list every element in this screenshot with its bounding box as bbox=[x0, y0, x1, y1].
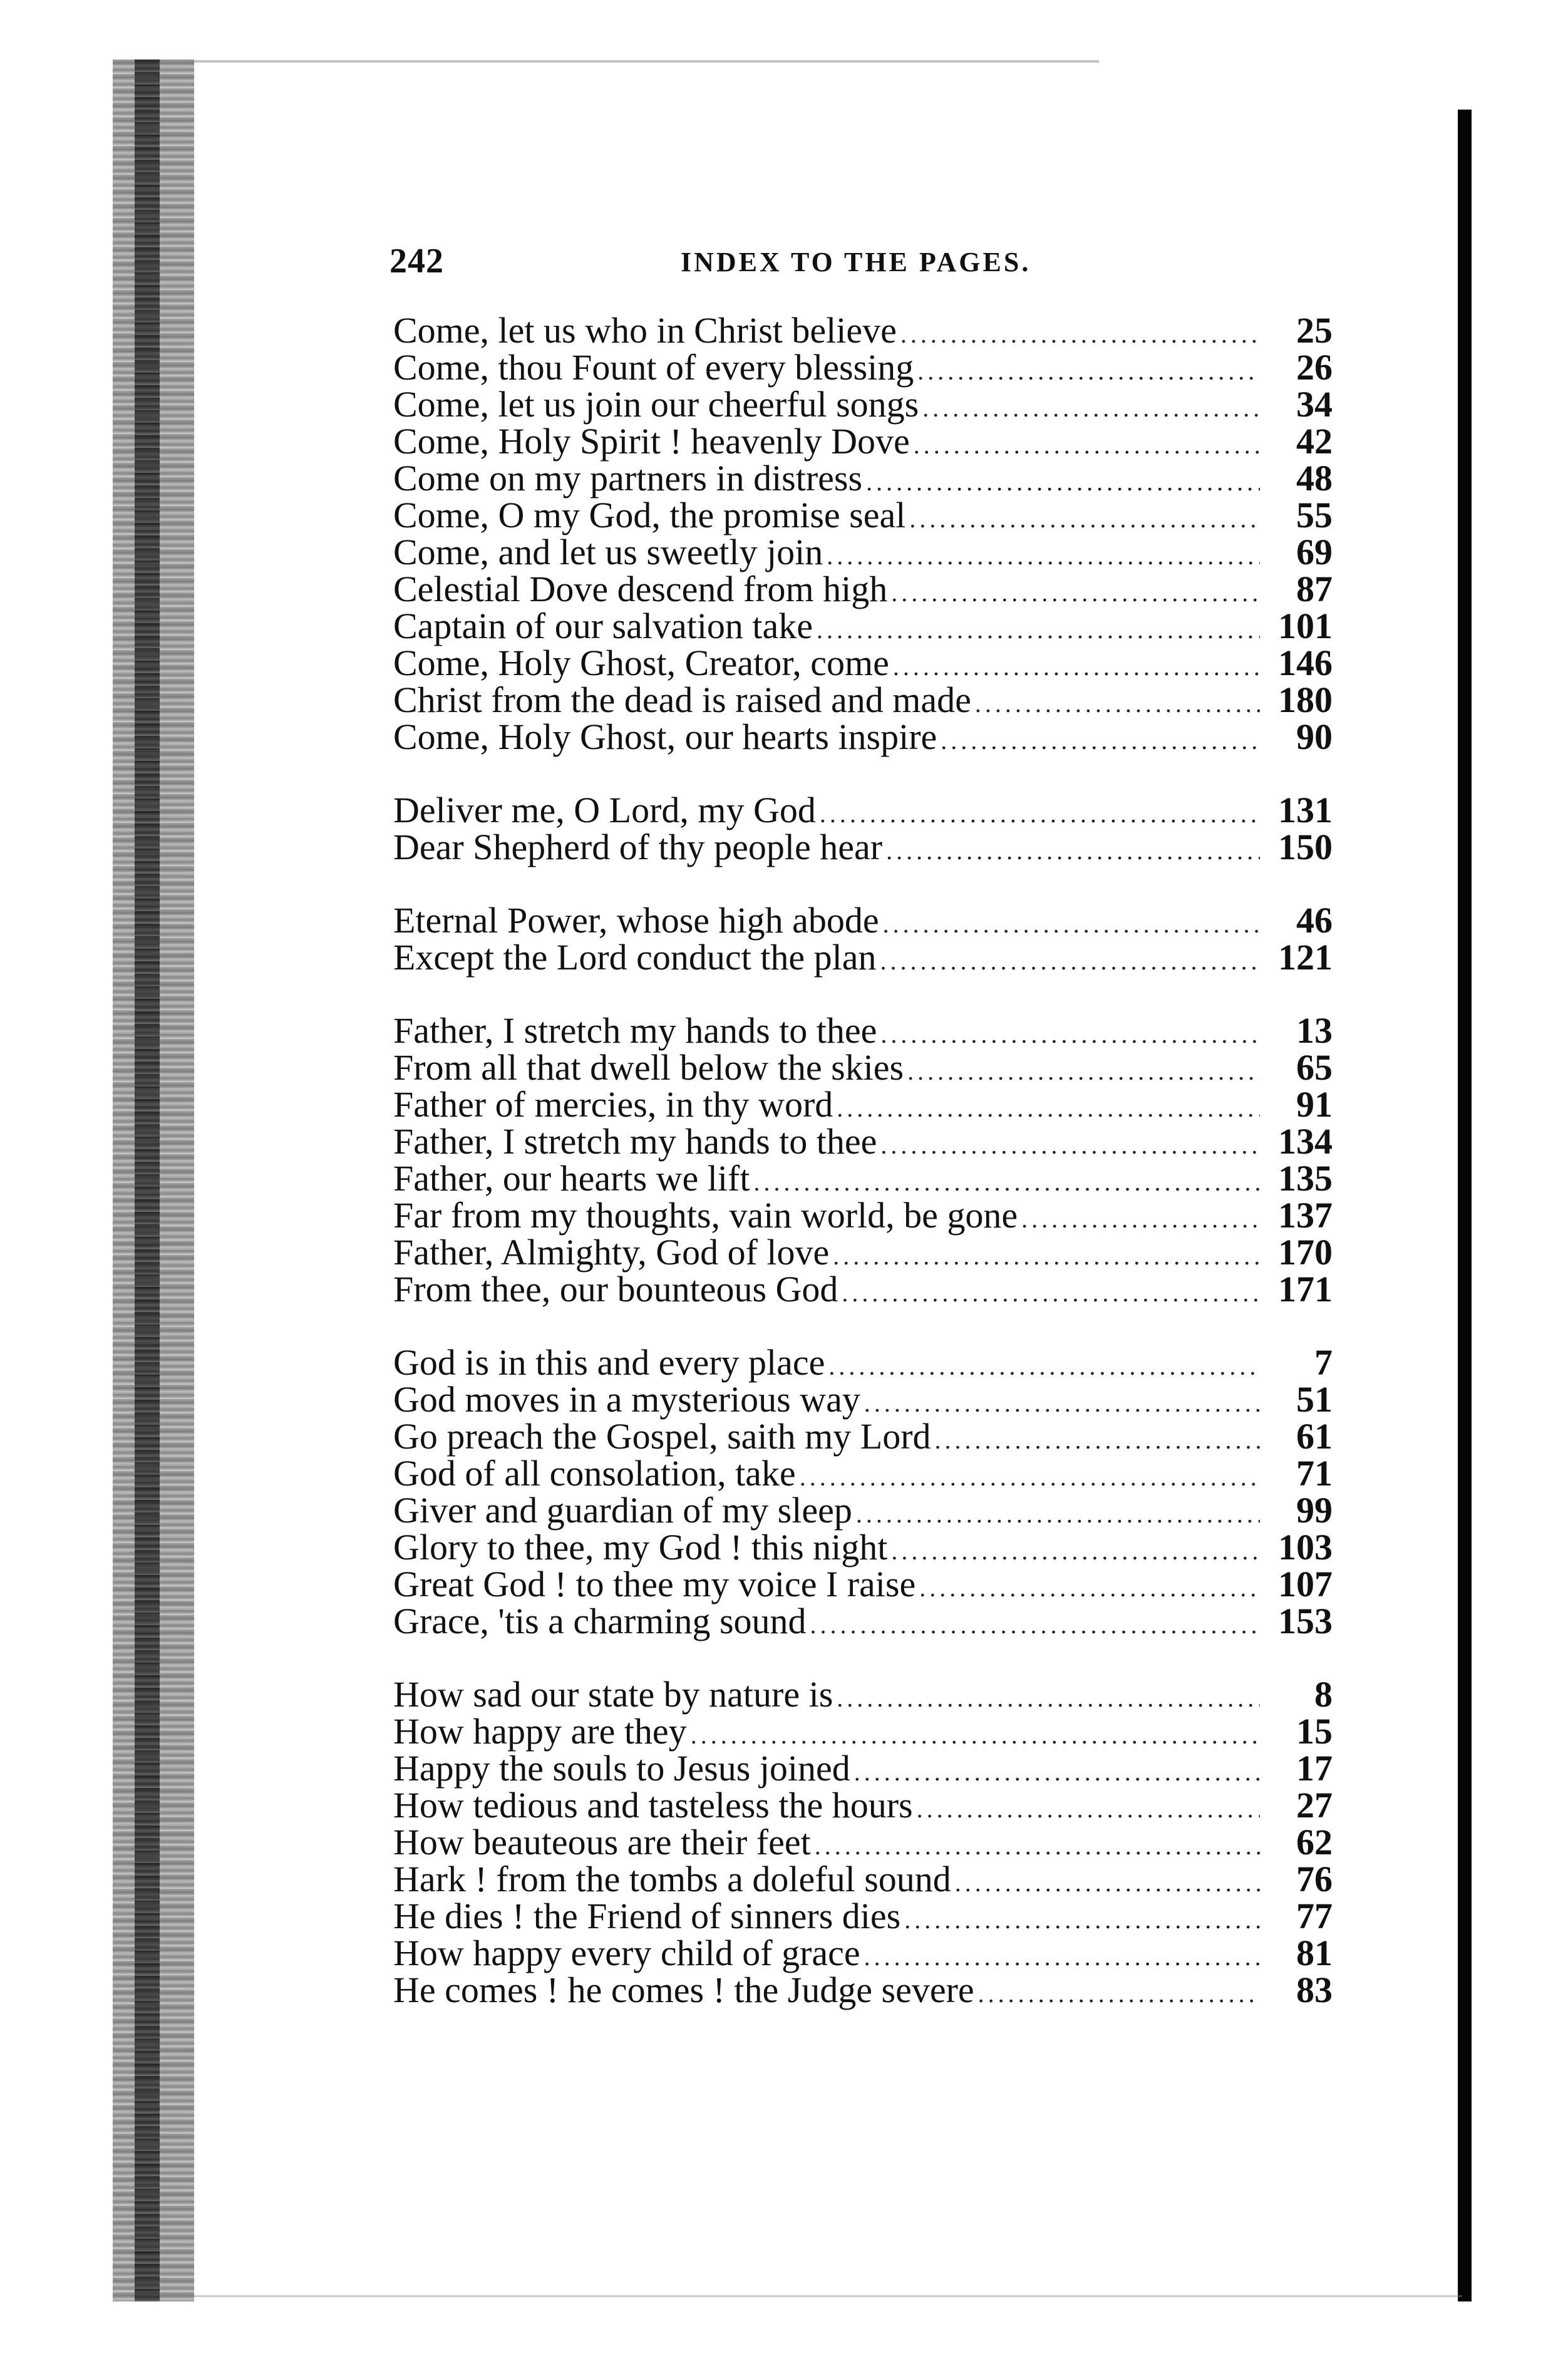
index-letter-group bbox=[393, 1344, 1333, 1640]
hymn-first-line: Giver and guardian of my sleep bbox=[393, 1490, 852, 1531]
page-top-edge bbox=[160, 60, 1099, 63]
page-reference: 103 bbox=[1278, 1527, 1333, 1568]
index-entry bbox=[393, 1676, 1333, 1713]
page-reference: 101 bbox=[1278, 606, 1333, 646]
hymn-first-line: Glory to thee, my God ! this night bbox=[393, 1527, 888, 1568]
page-reference: 17 bbox=[1296, 1748, 1333, 1789]
hymn-first-line: He comes ! he comes ! the Judge severe bbox=[393, 1970, 974, 2010]
index-entry bbox=[393, 1086, 1333, 1123]
dot-leader bbox=[919, 1569, 1260, 1606]
index-entry bbox=[393, 1049, 1333, 1086]
index-entry bbox=[393, 718, 1333, 755]
index-entry bbox=[393, 497, 1333, 534]
hymn-first-line: How sad our state by nature is bbox=[393, 1674, 833, 1715]
dot-leader bbox=[907, 1053, 1260, 1090]
index-entry bbox=[393, 1123, 1333, 1160]
running-header bbox=[389, 241, 1329, 285]
dot-leader bbox=[800, 1459, 1260, 1495]
page-reference: 134 bbox=[1278, 1121, 1333, 1162]
page-reference: 87 bbox=[1296, 569, 1333, 609]
hymn-index bbox=[393, 312, 1333, 2045]
dot-leader bbox=[837, 1680, 1260, 1717]
index-entry bbox=[393, 1713, 1333, 1750]
dot-leader bbox=[837, 1090, 1260, 1127]
dot-leader bbox=[810, 1606, 1260, 1643]
hymn-first-line: Come, Holy Ghost, Creator, come bbox=[393, 643, 889, 683]
dot-leader bbox=[1021, 1201, 1260, 1237]
index-entry bbox=[393, 1492, 1333, 1529]
dot-leader bbox=[904, 1901, 1260, 1938]
page-reference: 83 bbox=[1296, 1970, 1333, 2010]
index-entry bbox=[393, 1012, 1333, 1049]
hymn-first-line: Come, let us join our cheerful songs bbox=[393, 384, 919, 425]
hymn-first-line: Christ from the dead is raised and made bbox=[393, 679, 971, 720]
page-reference: 153 bbox=[1278, 1601, 1333, 1641]
index-entry bbox=[393, 607, 1333, 644]
dot-leader bbox=[856, 1495, 1260, 1532]
dot-leader bbox=[900, 316, 1260, 353]
index-entry bbox=[393, 1787, 1333, 1824]
hymn-first-line: Go preach the Gospel, saith my Lord bbox=[393, 1416, 931, 1457]
hymn-first-line: Come, Holy Ghost, our hearts inspire bbox=[393, 716, 937, 757]
dot-leader bbox=[833, 1237, 1260, 1274]
index-letter-group bbox=[393, 1012, 1333, 1308]
page-reference: 171 bbox=[1278, 1269, 1333, 1309]
dot-leader bbox=[880, 1016, 1260, 1053]
index-entry bbox=[393, 312, 1333, 349]
page-reference: 180 bbox=[1278, 679, 1333, 720]
page-reference: 81 bbox=[1296, 1933, 1333, 1973]
hymn-first-line: Father, I stretch my hands to thee bbox=[393, 1010, 877, 1051]
index-entry bbox=[393, 1197, 1333, 1234]
index-entry bbox=[393, 829, 1333, 865]
index-entry bbox=[393, 939, 1333, 976]
hymn-first-line: Father of mercies, in thy word bbox=[393, 1084, 833, 1125]
hymn-first-line: From thee, our bounteous God bbox=[393, 1269, 838, 1309]
dot-leader bbox=[827, 537, 1260, 574]
page-reference: 61 bbox=[1296, 1416, 1333, 1457]
index-entry bbox=[393, 902, 1333, 939]
index-entry bbox=[393, 1160, 1333, 1197]
book-binding-shadow bbox=[135, 59, 160, 2301]
dot-leader bbox=[891, 574, 1260, 611]
page-reference: 26 bbox=[1296, 347, 1333, 388]
index-letter-group bbox=[393, 792, 1333, 865]
index-entry bbox=[393, 1529, 1333, 1566]
page-reference: 135 bbox=[1278, 1158, 1333, 1199]
dot-leader bbox=[886, 832, 1260, 869]
index-entry bbox=[393, 1750, 1333, 1787]
hymn-first-line: Happy the souls to Jesus joined bbox=[393, 1748, 850, 1789]
dot-leader bbox=[842, 1274, 1260, 1311]
index-entry bbox=[393, 1566, 1333, 1603]
index-entry bbox=[393, 1381, 1333, 1418]
dot-leader bbox=[880, 943, 1260, 979]
hymn-first-line: From all that dwell below the skies bbox=[393, 1047, 904, 1088]
index-entry bbox=[393, 349, 1333, 386]
index-letter-group bbox=[393, 902, 1333, 976]
dot-leader bbox=[917, 1790, 1260, 1827]
dot-leader bbox=[917, 353, 1260, 390]
hymn-first-line: God of all consolation, take bbox=[393, 1453, 796, 1494]
index-entry bbox=[393, 571, 1333, 607]
hymn-first-line: Come, Holy Spirit ! heavenly Dove bbox=[393, 421, 910, 462]
index-entry bbox=[393, 1824, 1333, 1861]
page-reference: 91 bbox=[1296, 1084, 1333, 1125]
hymn-first-line: Father, Almighty, God of love bbox=[393, 1232, 830, 1273]
dot-leader bbox=[854, 1754, 1260, 1790]
page-bottom-edge bbox=[160, 2295, 1462, 2297]
dot-leader bbox=[975, 685, 1260, 722]
page-reference: 46 bbox=[1296, 900, 1333, 941]
hymn-first-line: God moves in a mysterious way bbox=[393, 1379, 860, 1420]
dot-leader bbox=[880, 1127, 1260, 1164]
hymn-first-line: Grace, 'tis a charming sound bbox=[393, 1601, 807, 1641]
page-reference: 65 bbox=[1296, 1047, 1333, 1088]
index-entry bbox=[393, 1861, 1333, 1898]
hymn-first-line: God is in this and every place bbox=[393, 1342, 825, 1383]
index-letter-group bbox=[393, 1676, 1333, 2008]
index-entry bbox=[393, 1971, 1333, 2008]
hymn-first-line: How happy every child of grace bbox=[393, 1933, 860, 1973]
hymn-first-line: Come, let us who in Christ believe bbox=[393, 310, 897, 351]
dot-leader bbox=[914, 426, 1260, 463]
index-entry bbox=[393, 792, 1333, 829]
page-number: 242 bbox=[389, 242, 444, 281]
hymn-first-line: Come, and let us sweetly join bbox=[393, 532, 823, 572]
index-entry bbox=[393, 423, 1333, 460]
hymn-first-line: Father, I stretch my hands to thee bbox=[393, 1121, 877, 1162]
index-entry bbox=[393, 1418, 1333, 1455]
index-entry bbox=[393, 1455, 1333, 1492]
hymn-first-line: Great God ! to thee my voice I raise bbox=[393, 1564, 916, 1604]
hymn-first-line: Father, our hearts we lift bbox=[393, 1158, 750, 1199]
hymn-first-line: Far from my thoughts, vain world, be gone bbox=[393, 1195, 1018, 1236]
index-entry bbox=[393, 1934, 1333, 1971]
page-reference: 77 bbox=[1296, 1896, 1333, 1936]
hymn-first-line: Captain of our salvation take bbox=[393, 606, 813, 646]
page-reference: 131 bbox=[1278, 790, 1333, 830]
hymn-first-line: Hark ! from the tombs a doleful sound bbox=[393, 1859, 951, 1899]
page-reference: 69 bbox=[1296, 532, 1333, 572]
index-entry bbox=[393, 1603, 1333, 1640]
page-reference: 99 bbox=[1296, 1490, 1333, 1531]
page-reference: 27 bbox=[1296, 1785, 1333, 1826]
index-letter-group bbox=[393, 312, 1333, 755]
hymn-first-line: How happy are they bbox=[393, 1711, 687, 1752]
index-entry bbox=[393, 1898, 1333, 1934]
page-right-border bbox=[1458, 110, 1472, 2301]
index-entry bbox=[393, 681, 1333, 718]
index-entry bbox=[393, 1344, 1333, 1381]
index-entry bbox=[393, 1234, 1333, 1271]
page-reference: 76 bbox=[1296, 1859, 1333, 1899]
page-reference: 62 bbox=[1296, 1822, 1333, 1862]
hymn-first-line: Deliver me, O Lord, my God bbox=[393, 790, 816, 830]
index-entry bbox=[393, 644, 1333, 681]
page-reference: 42 bbox=[1296, 421, 1333, 462]
dot-leader bbox=[955, 1864, 1260, 1901]
index-entry bbox=[393, 1271, 1333, 1308]
page-reference: 15 bbox=[1296, 1711, 1333, 1752]
hymn-first-line: Celestial Dove descend from high bbox=[393, 569, 888, 609]
index-entry bbox=[393, 460, 1333, 497]
page-title: INDEX TO THE PAGES. bbox=[681, 247, 1031, 277]
hymn-first-line: How beauteous are their feet bbox=[393, 1822, 811, 1862]
page-reference: 34 bbox=[1296, 384, 1333, 425]
hymn-first-line: Come on my partners in distress bbox=[393, 458, 863, 498]
hymn-first-line: Eternal Power, whose high abode bbox=[393, 900, 879, 941]
page-reference: 121 bbox=[1278, 937, 1333, 978]
dot-leader bbox=[941, 722, 1260, 759]
dot-leader bbox=[978, 1975, 1260, 2012]
page-reference: 170 bbox=[1278, 1232, 1333, 1273]
hymn-first-line: Except the Lord conduct the plan bbox=[393, 937, 877, 978]
page-reference: 137 bbox=[1278, 1195, 1333, 1236]
page-reference: 107 bbox=[1278, 1564, 1333, 1604]
dot-leader bbox=[891, 1532, 1260, 1569]
dot-leader bbox=[820, 795, 1260, 832]
hymn-first-line: Come, O my God, the promise seal bbox=[393, 495, 906, 535]
page-reference: 146 bbox=[1278, 643, 1333, 683]
page-reference: 150 bbox=[1278, 827, 1333, 867]
dot-leader bbox=[935, 1422, 1260, 1459]
page-reference: 55 bbox=[1296, 495, 1333, 535]
index-entry bbox=[393, 534, 1333, 571]
dot-leader bbox=[866, 463, 1260, 500]
hymn-first-line: How tedious and tasteless the hours bbox=[393, 1785, 913, 1826]
page-reference: 71 bbox=[1296, 1453, 1333, 1494]
page-reference: 48 bbox=[1296, 458, 1333, 498]
page-reference: 7 bbox=[1314, 1342, 1333, 1383]
hymn-first-line: Come, thou Fount of every blessing bbox=[393, 347, 914, 388]
dot-leader bbox=[909, 500, 1260, 537]
dot-leader bbox=[922, 390, 1260, 426]
page-reference: 51 bbox=[1296, 1379, 1333, 1420]
hymn-first-line: He dies ! the Friend of sinners dies bbox=[393, 1896, 901, 1936]
dot-leader bbox=[828, 1348, 1260, 1385]
page-reference: 90 bbox=[1296, 716, 1333, 757]
page-reference: 25 bbox=[1296, 310, 1333, 351]
page-reference: 13 bbox=[1296, 1010, 1333, 1051]
hymn-first-line: Dear Shepherd of thy people hear bbox=[393, 827, 883, 867]
page-reference: 8 bbox=[1314, 1674, 1333, 1715]
dot-leader bbox=[883, 906, 1260, 943]
index-entry bbox=[393, 386, 1333, 423]
